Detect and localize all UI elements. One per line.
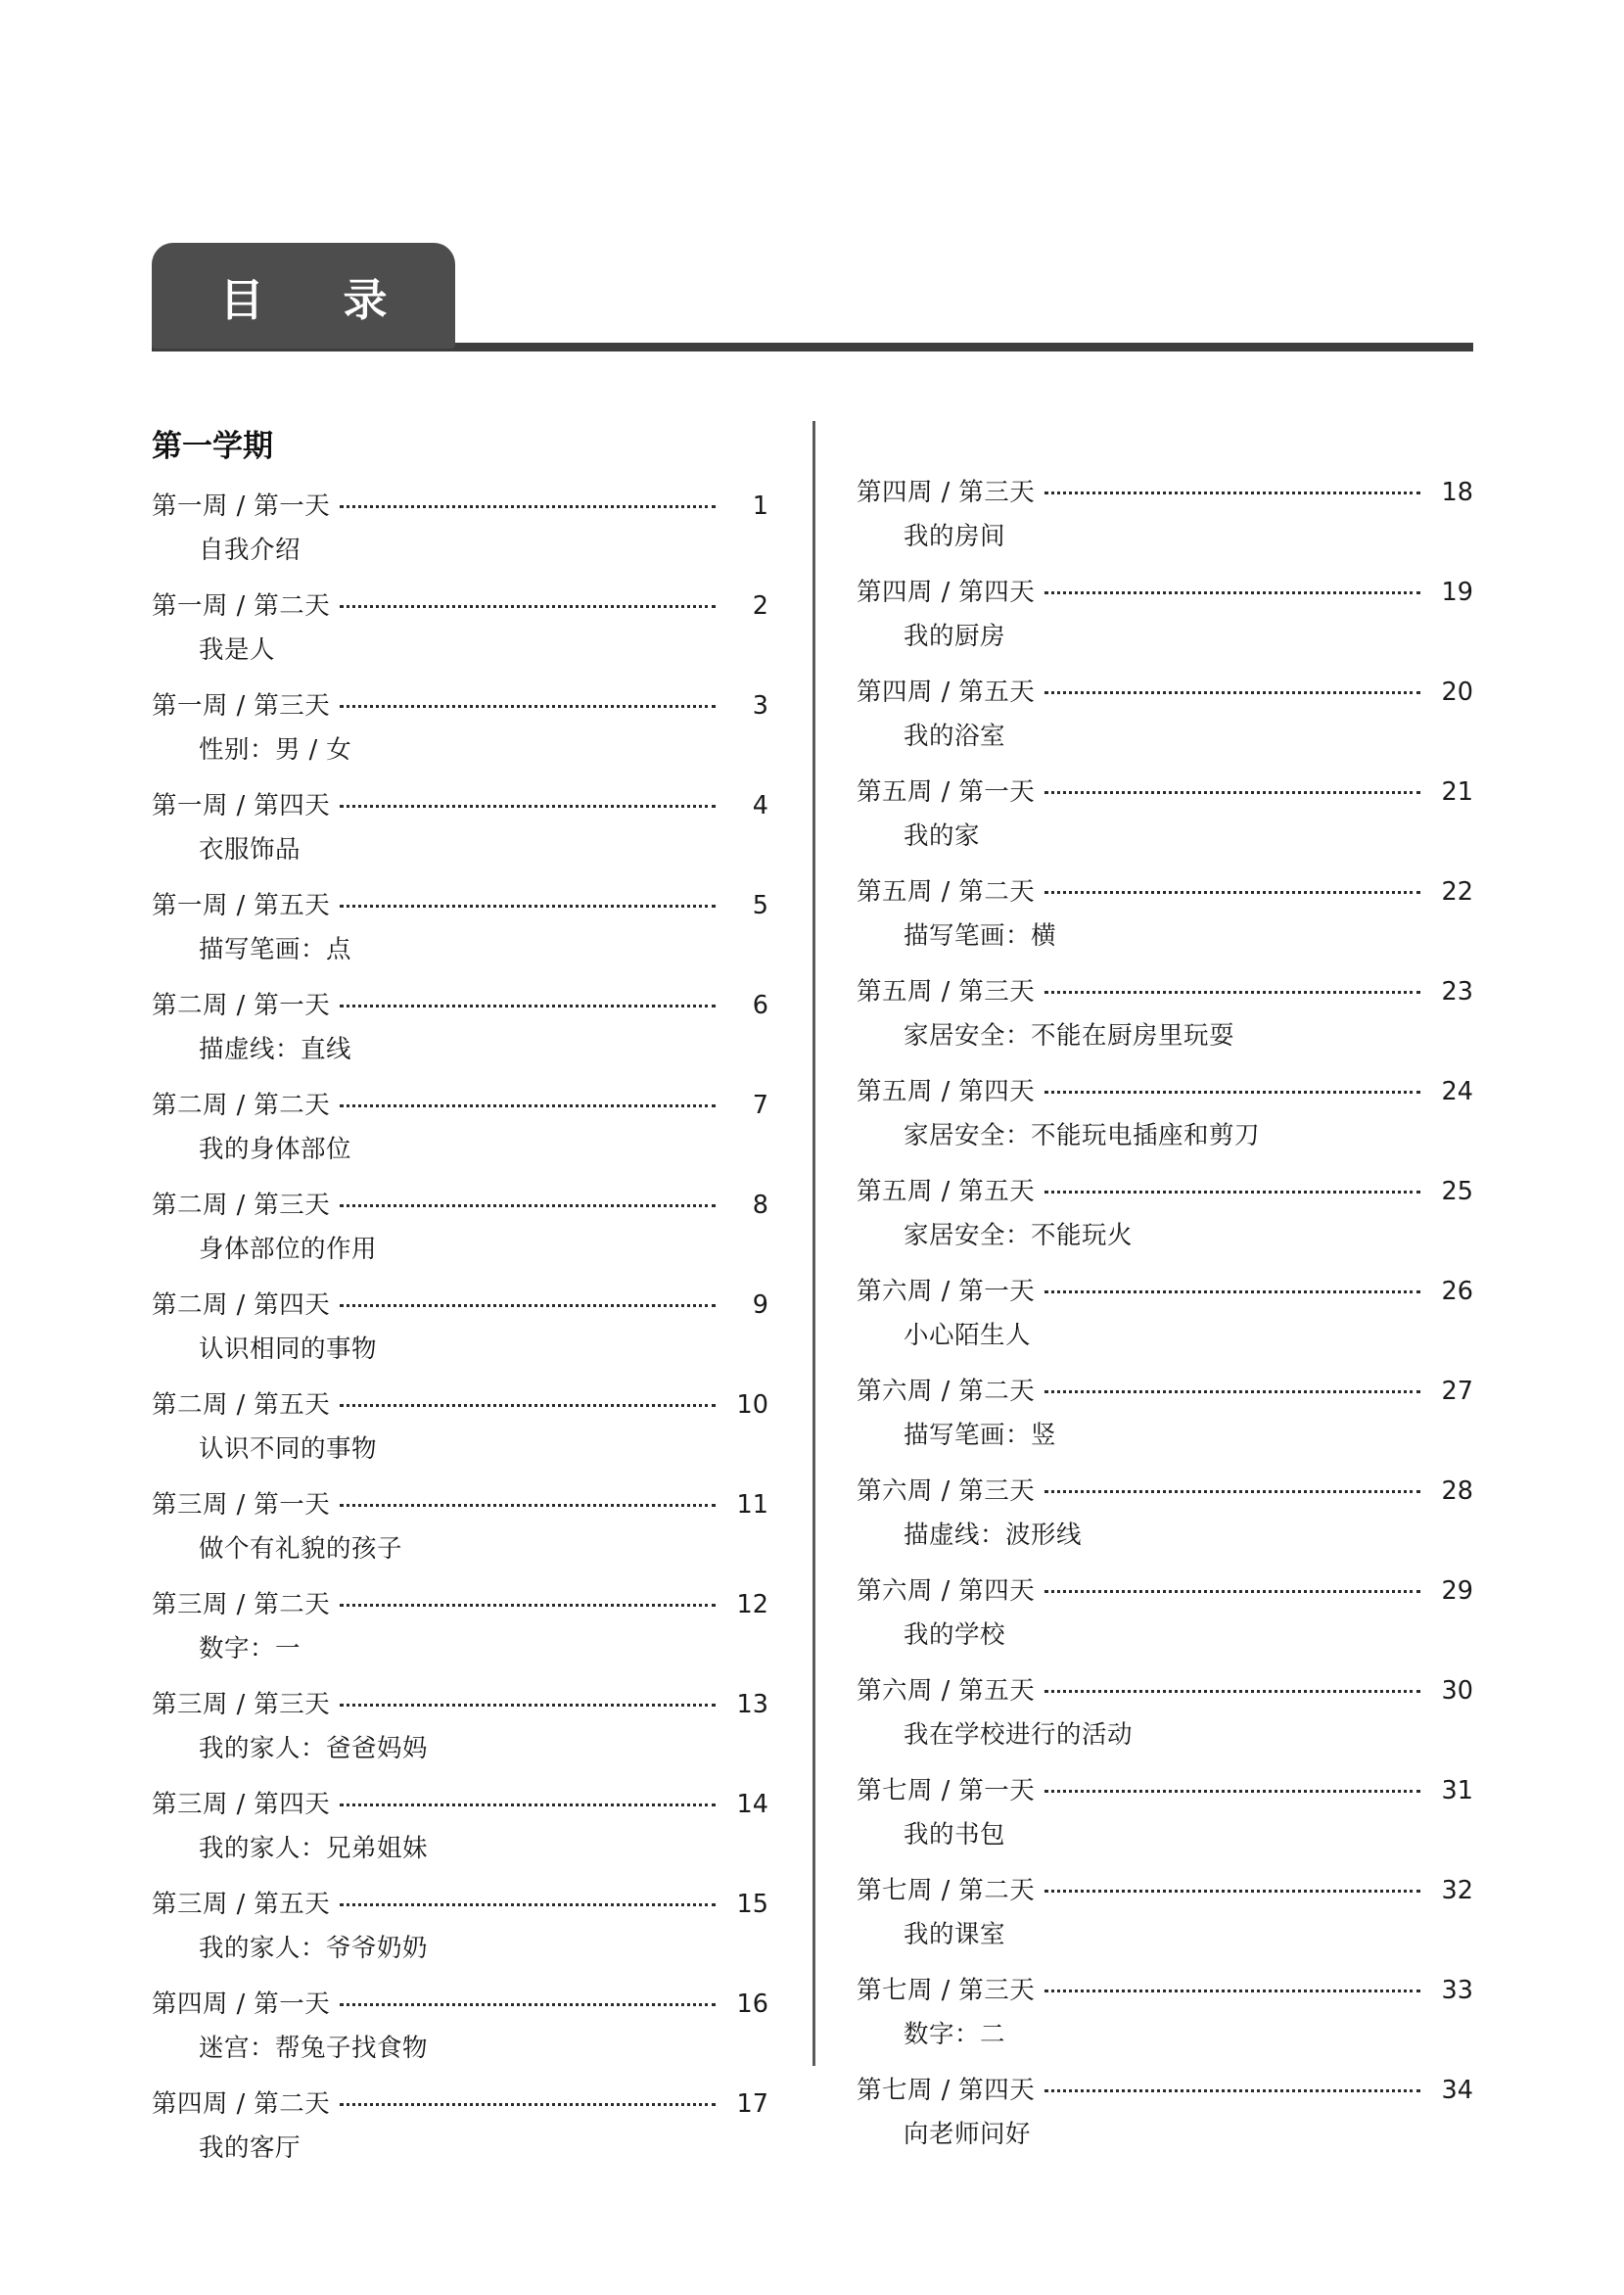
toc-entry-title: 第三周 / 第三天 xyxy=(152,1690,331,1719)
toc-entry-title: 第一周 / 第四天 xyxy=(152,791,331,820)
toc-entry-subtitle: 描虚线：波形线 xyxy=(904,1521,1083,1550)
toc-entry-leader-dots xyxy=(1044,1290,1420,1293)
toc-entry-page-number: 9 xyxy=(752,1290,768,1320)
toc-entry-line xyxy=(152,1885,768,1920)
toc-entry[interactable] xyxy=(857,1771,1473,1850)
toc-entry-subtitle: 我的家人：爷爷奶奶 xyxy=(199,1934,429,1963)
toc-entry-title: 第六周 / 第四天 xyxy=(857,1576,1036,1606)
toc-entry-page-number: 29 xyxy=(1441,1576,1473,1606)
toc-entry[interactable] xyxy=(857,1272,1473,1351)
toc-entry-line xyxy=(152,1585,768,1620)
toc-entry[interactable] xyxy=(857,773,1473,852)
toc-entry[interactable] xyxy=(152,1385,768,1465)
toc-entry[interactable] xyxy=(857,473,1473,552)
page-title: 目 录 xyxy=(219,273,405,326)
toc-entry-leader-dots xyxy=(340,1304,716,1307)
toc-entry-line xyxy=(152,2084,768,2120)
toc-entry-leader-dots xyxy=(1044,891,1420,894)
toc-entry-title: 第一周 / 第二天 xyxy=(152,591,331,621)
toc-entry-line xyxy=(152,886,768,921)
toc-entry-subtitle: 我的客厅 xyxy=(199,2133,302,2163)
toc-entry-leader-dots xyxy=(1044,1390,1420,1393)
toc-entry-line xyxy=(152,487,768,522)
toc-entry-subtitle: 描写笔画：点 xyxy=(199,935,352,964)
toc-entry-title: 第七周 / 第四天 xyxy=(857,2076,1036,2105)
toc-entry-leader-dots xyxy=(340,1504,716,1507)
toc-entry-line xyxy=(152,686,768,722)
toc-entry-page-number: 3 xyxy=(752,691,768,721)
toc-entry[interactable] xyxy=(152,886,768,965)
toc-entry-subtitle: 做个有礼貌的孩子 xyxy=(199,1534,403,1564)
toc-entry-line xyxy=(857,972,1473,1007)
toc-entry-line xyxy=(152,1685,768,1720)
toc-entry-subtitle: 我在学校进行的活动 xyxy=(904,1720,1134,1750)
toc-entry-subtitle: 我是人 xyxy=(199,635,276,665)
toc-entry-line xyxy=(152,1286,768,1321)
toc-entry-title: 第七周 / 第一天 xyxy=(857,1776,1036,1805)
page-header xyxy=(152,243,1473,349)
toc-entry-leader-dots xyxy=(340,905,716,908)
toc-entry[interactable] xyxy=(152,2084,768,2164)
toc-entry-line xyxy=(857,1871,1473,1906)
toc-entry-title: 第五周 / 第一天 xyxy=(857,777,1036,807)
toc-entry-page-number: 13 xyxy=(736,1690,768,1719)
toc-entry-subtitle: 描写笔画：横 xyxy=(904,921,1057,951)
toc-entry-line xyxy=(152,1186,768,1221)
toc-entry-subtitle: 我的家人：兄弟姐妹 xyxy=(199,1834,429,1863)
toc-right-column xyxy=(857,421,1473,2184)
toc-entry[interactable] xyxy=(152,1685,768,1764)
toc-entry-subtitle: 小心陌生人 xyxy=(904,1321,1032,1350)
toc-entry-line xyxy=(857,573,1473,608)
toc-entry-title: 第四周 / 第五天 xyxy=(857,678,1036,707)
toc-entry-subtitle: 迷宫：帮兔子找食物 xyxy=(199,2034,429,2063)
toc-entry[interactable] xyxy=(857,573,1473,652)
toc-entry-page-number: 16 xyxy=(736,1990,768,2019)
toc-entry-page-number: 5 xyxy=(752,891,768,920)
toc-entry-line xyxy=(857,1472,1473,1507)
toc-entry-leader-dots xyxy=(1044,1990,1420,1992)
toc-entry-page-number: 27 xyxy=(1441,1377,1473,1406)
section-title-term-one: 第一学期 xyxy=(152,429,273,464)
toc-entry-leader-dots xyxy=(1044,492,1420,494)
toc-entry-page-number: 4 xyxy=(752,791,768,820)
toc-entry-leader-dots xyxy=(340,605,716,608)
toc-entry-title: 第二周 / 第三天 xyxy=(152,1191,331,1220)
toc-entry-leader-dots xyxy=(340,1404,716,1407)
toc-entry-leader-dots xyxy=(1044,1790,1420,1793)
toc-entry-leader-dots xyxy=(340,1803,716,1806)
toc-entry[interactable] xyxy=(152,487,768,566)
toc-entry-page-number: 20 xyxy=(1441,678,1473,707)
toc-entry-line xyxy=(857,1172,1473,1207)
toc-entry-line xyxy=(152,1985,768,2020)
toc-entry-subtitle: 家居安全：不能玩火 xyxy=(904,1221,1134,1250)
toc-entry-leader-dots xyxy=(340,705,716,708)
toc-entry-subtitle: 衣服饰品 xyxy=(199,835,302,865)
toc-entry[interactable] xyxy=(857,1372,1473,1451)
toc-entry-leader-dots xyxy=(340,505,716,508)
toc-entry-subtitle: 身体部位的作用 xyxy=(199,1235,378,1264)
toc-right-entry-list xyxy=(857,473,1473,2150)
toc-entry-line xyxy=(152,1485,768,1521)
toc-entry-title: 第四周 / 第四天 xyxy=(857,578,1036,607)
toc-entry-page-number: 12 xyxy=(736,1590,768,1619)
toc-entry[interactable] xyxy=(152,586,768,666)
toc-entry-page-number: 25 xyxy=(1441,1177,1473,1206)
toc-entry[interactable] xyxy=(152,1985,768,2064)
toc-entry[interactable] xyxy=(152,986,768,1065)
toc-left-column xyxy=(152,421,768,2184)
toc-entry-page-number: 21 xyxy=(1441,777,1473,807)
toc-entry[interactable] xyxy=(152,1885,768,1964)
toc-entry-subtitle: 认识不同的事物 xyxy=(199,1434,378,1464)
toc-entry-page-number: 19 xyxy=(1441,578,1473,607)
toc-entry-subtitle: 我的家 xyxy=(904,821,981,851)
toc-entry-line xyxy=(857,1971,1473,2006)
toc-entry-page-number: 6 xyxy=(752,991,768,1020)
toc-entry-subtitle: 数字：一 xyxy=(199,1634,302,1663)
toc-entry-leader-dots xyxy=(1044,991,1420,994)
toc-entry-leader-dots xyxy=(340,2103,716,2106)
toc-entry-title: 第一周 / 第一天 xyxy=(152,492,331,521)
toc-entry-page-number: 30 xyxy=(1441,1676,1473,1706)
toc-entry-subtitle: 我的房间 xyxy=(904,522,1006,551)
toc-entry-title: 第二周 / 第四天 xyxy=(152,1290,331,1320)
toc-entry-leader-dots xyxy=(340,1704,716,1707)
toc-entry-line xyxy=(152,586,768,622)
toc-entry[interactable] xyxy=(857,1971,1473,2050)
right-column-spacer xyxy=(857,421,1473,473)
toc-entry-subtitle: 自我介绍 xyxy=(199,536,302,565)
toc-entry-leader-dots xyxy=(1044,1490,1420,1493)
toc-entry-leader-dots xyxy=(340,2003,716,2006)
toc-entry[interactable] xyxy=(857,972,1473,1052)
toc-entry-page-number: 10 xyxy=(736,1390,768,1420)
toc-entry[interactable] xyxy=(152,1286,768,1365)
toc-entry-title: 第六周 / 第一天 xyxy=(857,1277,1036,1306)
toc-entry-line xyxy=(857,473,1473,508)
toc-entry-subtitle: 向老师问好 xyxy=(904,2120,1032,2149)
toc-entry[interactable] xyxy=(152,1086,768,1165)
toc-entry-title: 第三周 / 第四天 xyxy=(152,1790,331,1819)
toc-entry-subtitle: 我的书包 xyxy=(904,1820,1006,1850)
toc-entry-line xyxy=(857,1272,1473,1307)
toc-entry-title: 第一周 / 第三天 xyxy=(152,691,331,721)
toc-entry-leader-dots xyxy=(1044,1590,1420,1593)
toc-entry-page-number: 14 xyxy=(736,1790,768,1819)
toc-entry-title: 第四周 / 第二天 xyxy=(152,2089,331,2119)
toc-entry-subtitle: 认识相同的事物 xyxy=(199,1335,378,1364)
toc-entry-line xyxy=(152,786,768,821)
toc-entry-leader-dots xyxy=(1044,2089,1420,2092)
toc-entry-page-number: 31 xyxy=(1441,1776,1473,1805)
toc-entry-title: 第五周 / 第二天 xyxy=(857,877,1036,907)
toc-entry[interactable] xyxy=(857,1172,1473,1251)
toc-entry[interactable] xyxy=(152,1186,768,1265)
toc-entry-page-number: 28 xyxy=(1441,1476,1473,1506)
toc-entry-page-number: 23 xyxy=(1441,977,1473,1007)
toc-entry-line xyxy=(152,1086,768,1121)
toc-entry-subtitle: 我的厨房 xyxy=(904,622,1006,651)
toc-entry[interactable] xyxy=(152,1785,768,1864)
toc-entry-page-number: 32 xyxy=(1441,1876,1473,1905)
toc-entry-leader-dots xyxy=(1044,1890,1420,1893)
toc-entry[interactable] xyxy=(857,1571,1473,1651)
toc-entry-leader-dots xyxy=(1044,591,1420,594)
toc-entry-line xyxy=(152,986,768,1021)
toc-entry-leader-dots xyxy=(340,1005,716,1007)
toc-entry[interactable] xyxy=(152,1485,768,1565)
toc-entry-leader-dots xyxy=(1044,691,1420,694)
toc-entry-subtitle: 描写笔画：竖 xyxy=(904,1421,1057,1450)
toc-entry-leader-dots xyxy=(340,1204,716,1207)
toc-entry-leader-dots xyxy=(340,1104,716,1107)
toc-entry[interactable] xyxy=(857,1671,1473,1751)
toc-entry-subtitle: 家居安全：不能玩电插座和剪刀 xyxy=(904,1121,1261,1150)
toc-entry-title: 第二周 / 第二天 xyxy=(152,1091,331,1120)
toc-entry-title: 第五周 / 第三天 xyxy=(857,977,1036,1007)
toc-entry-title: 第六周 / 第三天 xyxy=(857,1476,1036,1506)
toc-entry-leader-dots xyxy=(340,1604,716,1607)
toc-entry-line xyxy=(857,1671,1473,1707)
toc-entry[interactable] xyxy=(857,1472,1473,1551)
toc-entry-title: 第四周 / 第三天 xyxy=(857,478,1036,507)
toc-entry-page-number: 34 xyxy=(1441,2076,1473,2105)
toc-entry[interactable] xyxy=(152,786,768,866)
toc-entry-subtitle: 性别：男 / 女 xyxy=(199,735,352,765)
toc-entry-line xyxy=(857,1571,1473,1607)
toc-entry-leader-dots xyxy=(340,805,716,808)
toc-entry-page-number: 17 xyxy=(736,2089,768,2119)
toc-entry-line xyxy=(857,673,1473,708)
toc-entry[interactable] xyxy=(857,1871,1473,1950)
toc-entry-title: 第四周 / 第一天 xyxy=(152,1990,331,2019)
toc-entry-line xyxy=(857,1072,1473,1107)
toc-entry-title: 第二周 / 第五天 xyxy=(152,1390,331,1420)
toc-entry-page-number: 11 xyxy=(736,1490,768,1520)
toc-entry-leader-dots xyxy=(1044,1091,1420,1094)
toc-entry-title: 第五周 / 第五天 xyxy=(857,1177,1036,1206)
toc-entry-page-number: 8 xyxy=(752,1191,768,1220)
toc-entry-title: 第六周 / 第五天 xyxy=(857,1676,1036,1706)
toc-entry-page-number: 33 xyxy=(1441,1976,1473,2005)
toc-columns xyxy=(152,421,1473,2184)
toc-entry-title: 第二周 / 第一天 xyxy=(152,991,331,1020)
toc-entry-subtitle: 描虚线：直线 xyxy=(199,1035,352,1064)
toc-entry-subtitle: 我的学校 xyxy=(904,1620,1006,1650)
toc-entry-line xyxy=(857,1771,1473,1806)
toc-entry-page-number: 22 xyxy=(1441,877,1473,907)
toc-entry-page-number: 1 xyxy=(752,492,768,521)
toc-entry[interactable] xyxy=(857,1072,1473,1151)
header-tab xyxy=(152,243,455,349)
toc-entry-title: 第三周 / 第一天 xyxy=(152,1490,331,1520)
toc-entry-page-number: 26 xyxy=(1441,1277,1473,1306)
toc-entry[interactable] xyxy=(857,872,1473,952)
toc-entry-page-number: 18 xyxy=(1441,478,1473,507)
toc-entry-subtitle: 我的身体部位 xyxy=(199,1135,352,1164)
toc-entry-title: 第三周 / 第五天 xyxy=(152,1890,331,1919)
toc-entry-line xyxy=(857,1372,1473,1407)
toc-entry-title: 第三周 / 第二天 xyxy=(152,1590,331,1619)
toc-entry-title: 第七周 / 第二天 xyxy=(857,1876,1036,1905)
toc-entry-subtitle: 家居安全：不能在厨房里玩耍 xyxy=(904,1021,1235,1051)
toc-entry[interactable] xyxy=(152,686,768,766)
toc-entry-subtitle: 我的浴室 xyxy=(904,722,1006,751)
toc-entry-subtitle: 我的课室 xyxy=(904,1920,1006,1949)
toc-entry[interactable] xyxy=(857,2071,1473,2150)
toc-entry-line xyxy=(152,1785,768,1820)
toc-entry-page-number: 2 xyxy=(752,591,768,621)
toc-entry-line xyxy=(857,2071,1473,2106)
toc-entry-subtitle: 数字：二 xyxy=(904,2020,1006,2049)
toc-entry-page-number: 7 xyxy=(752,1091,768,1120)
toc-entry-title: 第七周 / 第三天 xyxy=(857,1976,1036,2005)
toc-entry-title: 第一周 / 第五天 xyxy=(152,891,331,920)
toc-entry[interactable] xyxy=(152,1585,768,1664)
toc-entry-title: 第五周 / 第四天 xyxy=(857,1077,1036,1106)
toc-entry-leader-dots xyxy=(1044,1191,1420,1194)
toc-entry-line xyxy=(857,773,1473,808)
toc-entry-page-number: 24 xyxy=(1441,1077,1473,1106)
toc-entry[interactable] xyxy=(857,673,1473,752)
toc-entry-leader-dots xyxy=(1044,1690,1420,1693)
toc-entry-leader-dots xyxy=(1044,791,1420,794)
toc-entry-subtitle: 我的家人：爸爸妈妈 xyxy=(199,1734,429,1763)
toc-entry-title: 第六周 / 第二天 xyxy=(857,1377,1036,1406)
toc-entry-leader-dots xyxy=(340,1903,716,1906)
toc-entry-line xyxy=(857,872,1473,908)
toc-entry-page-number: 15 xyxy=(736,1890,768,1919)
toc-entry-line xyxy=(152,1385,768,1421)
toc-left-entry-list xyxy=(152,487,768,2164)
